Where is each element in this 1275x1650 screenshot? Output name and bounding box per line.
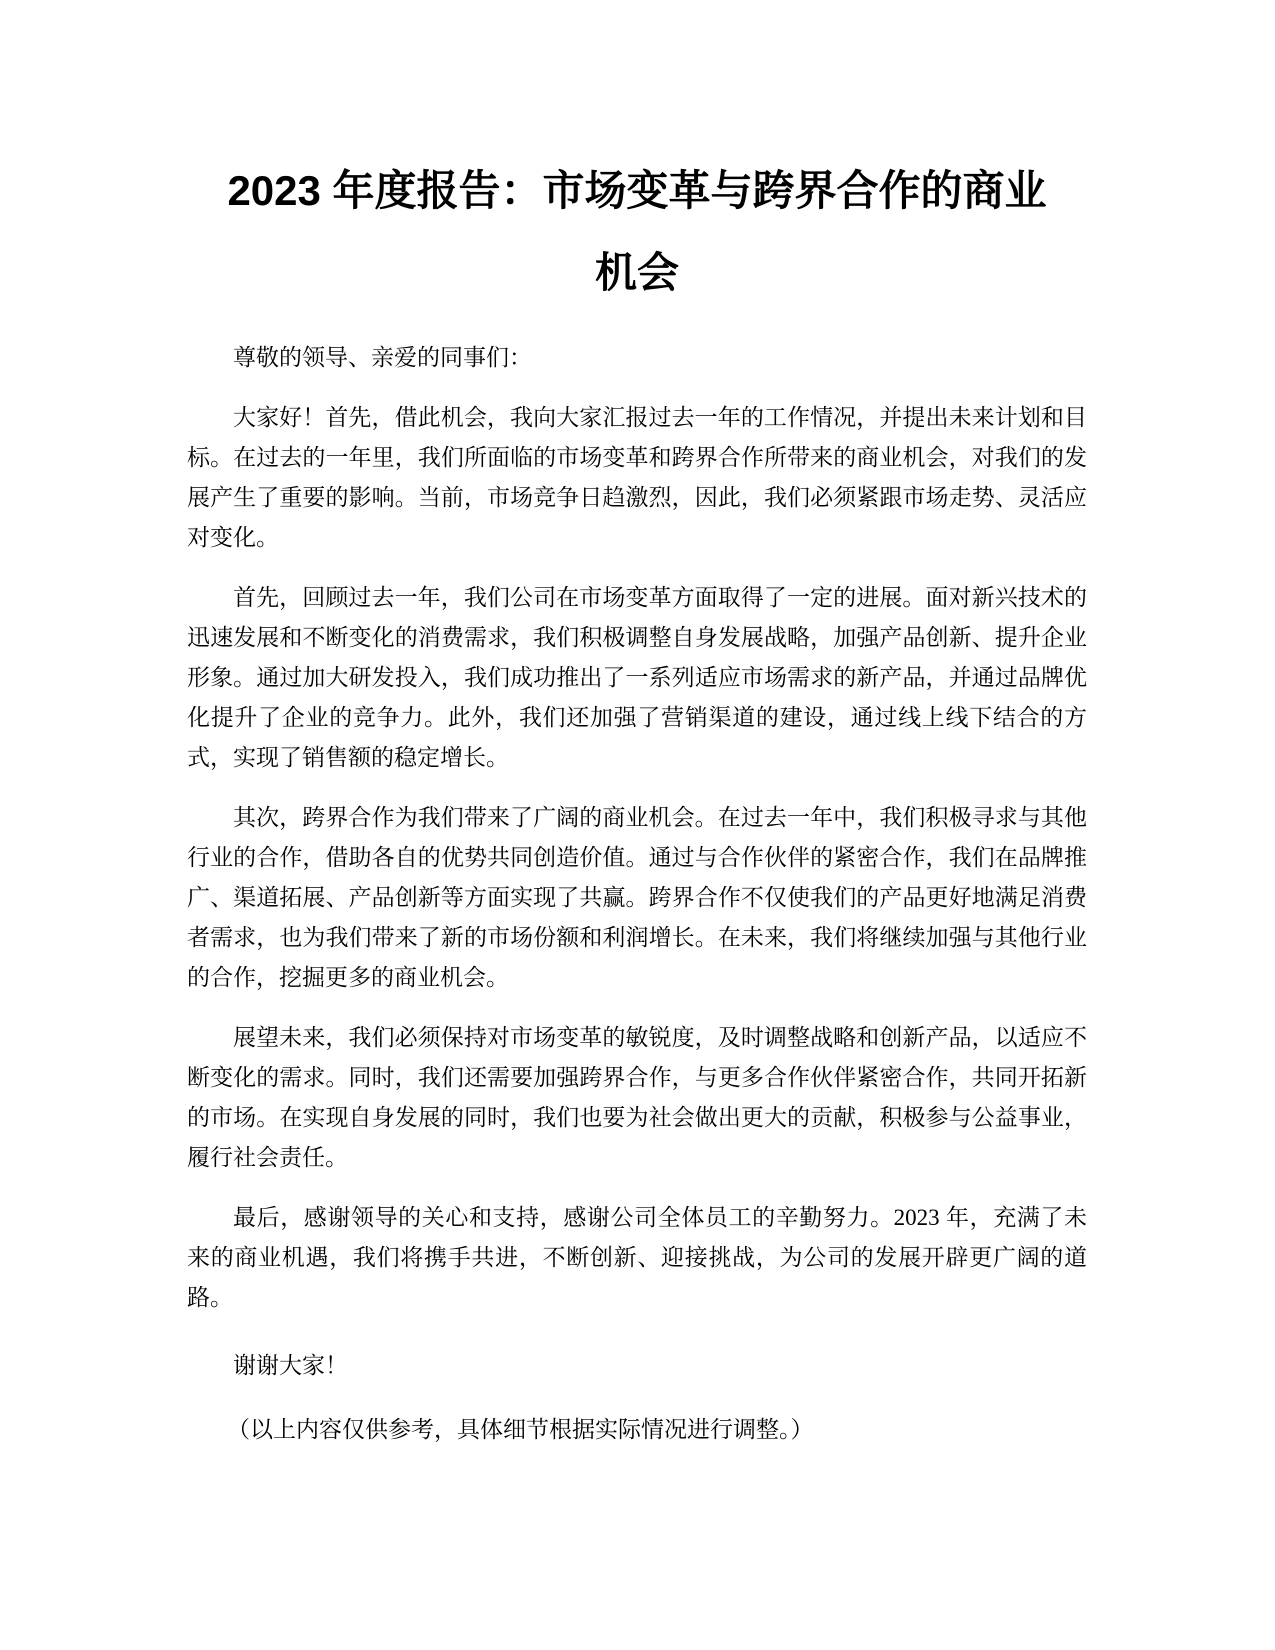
title-line-2: 机会: [594, 249, 679, 296]
reference-note: （以上内容仅供参考，具体细节根据实际情况进行调整。）: [227, 1417, 814, 1442]
paragraph-thanks: 最后，感谢领导的关心和支持，感谢公司全体员工的辛勤努力。2023 年，充满了未来的商业机遇，我们将携手共进，不断创新、迎接挑战，为公司的发展开辟更广阔的道路。: [187, 1205, 1087, 1310]
closing-text: 谢谢大家！: [233, 1353, 348, 1378]
paragraph-cross-industry: 其次，跨界合作为我们带来了广阔的商业机会。在过去一年中，我们积极寻求与其他行业的合作，借助各自的优势共同创造价值。通过与合作伙伴的紧密合作，我们在品牌推广、渠道拓展、产品创新等方面实现了共赢。跨界合作不仅使我们的产品更好地满足消费者需求，也为我们带来了新的市场份额和利润增长。在未来，我们将继续加强与其他行业的合作，挖掘更多的商业机会。: [187, 805, 1087, 990]
document-title: [187, 150, 1087, 314]
paragraph-intro: 大家好！首先，借此机会，我向大家汇报过去一年的工作情况，并提出未来计划和目标。在过去的一年里，我们所面临的市场变革和跨界合作所带来的商业机会，对我们的发展产生了重要的影响。当前，市场竞争日趋激烈，因此，我们必须紧跟市场走势、灵活应对变化。: [187, 405, 1087, 550]
paragraph-market-reform: 首先，回顾过去一年，我们公司在市场变革方面取得了一定的进展。面对新兴技术的迅速发展和不断变化的消费需求，我们积极调整自身发展战略，加强产品创新、提升企业形象。通过加大研发投入，我们成功推出了一系列适应市场需求的新产品，并通过品牌优化提升了企业的竞争力。此外，我们还加强了营销渠道的建设，通过线上线下结合的方式，实现了销售额的稳定增长。: [187, 585, 1087, 770]
title-line-1: 2023 年度报告：市场变革与跨界合作的商业: [227, 167, 1047, 214]
document-page: [187, 150, 1087, 1450]
paragraph-outlook: 展望未来，我们必须保持对市场变革的敏锐度，及时调整战略和创新产品，以适应不断变化的需求。同时，我们还需要加强跨界合作，与更多合作伙伴紧密合作，共同开拓新的市场。在实现自身发展的同时，我们也要为社会做出更大的贡献，积极参与公益事业，履行社会责任。: [187, 1025, 1087, 1170]
salutation: 尊敬的领导、亲爱的同事们：: [233, 345, 532, 370]
